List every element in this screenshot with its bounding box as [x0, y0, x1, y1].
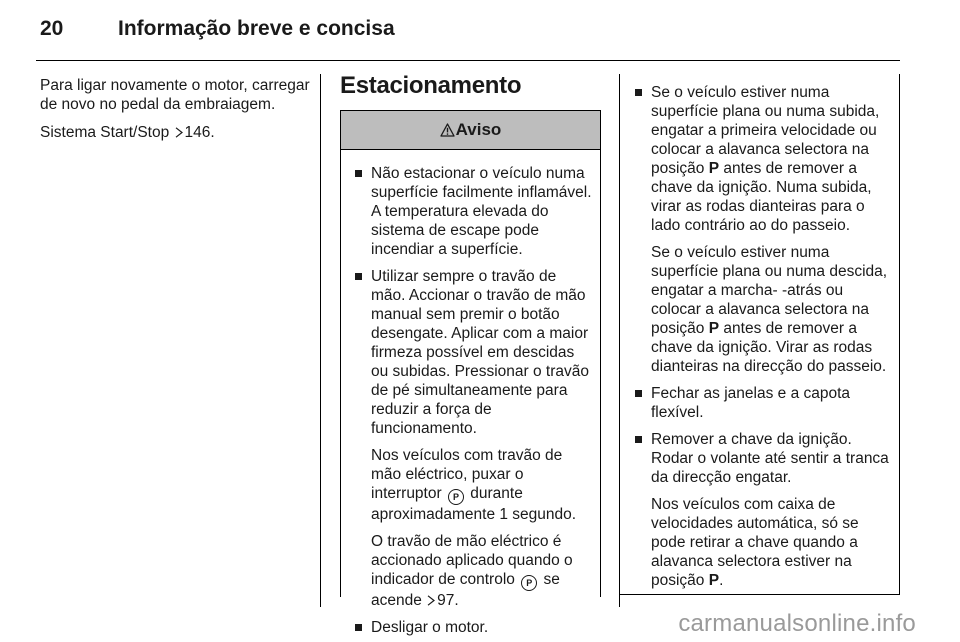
parking-brake-icon: P	[448, 489, 464, 505]
warning-header	[341, 111, 600, 150]
warning-box	[340, 110, 601, 636]
header-divider	[36, 60, 900, 61]
list-item	[634, 384, 891, 422]
bullet-square-icon	[355, 624, 362, 631]
list-item-text: Se o veículo estiver numa superfície plana ou numa subida, engatar a primeira velocidade ou colocar a alavanca selectora na posição	[651, 84, 880, 177]
subparagraph-text: .	[719, 572, 724, 589]
subparagraph-text: Nos veículos com travão de mão eléctrico, puxar o interruptor	[371, 447, 563, 502]
bullet-square-icon	[635, 390, 642, 397]
parking-brake-icon: P	[521, 575, 537, 591]
section-title: Estacionamento	[340, 72, 522, 99]
column-divider-1	[320, 74, 321, 607]
bullet-square-icon	[355, 170, 362, 177]
bullet-square-icon	[635, 436, 642, 443]
list-subparagraph	[354, 532, 592, 610]
page-title: Informação breve e concisa	[118, 17, 395, 40]
reference-text: Sistema Start/Stop	[40, 124, 170, 141]
list-item	[354, 618, 592, 637]
list-subparagraph	[634, 243, 891, 376]
page-reference-arrow-icon	[175, 127, 183, 138]
list-item	[634, 430, 891, 487]
subparagraph-text: Nos veículos com caixa de velocidades automática, só se pode retirar a chave quando a alavanca selectora estiver na posição	[651, 496, 859, 589]
list-subparagraph	[354, 446, 592, 524]
intro-column	[40, 76, 310, 151]
bullet-square-icon	[635, 89, 642, 96]
subparagraph-text: antes de remover a chave da ignição. Virar as rodas dianteiras na direcção do passeio.	[651, 320, 887, 375]
subparagraph-text: O travão de mão eléctrico é accionado aplicado quando o indicador de controlo	[371, 533, 573, 588]
page-reference-arrow-icon	[427, 595, 435, 606]
gear-position-label: P	[708, 160, 720, 177]
list-item	[354, 267, 592, 438]
subparagraph-text: se acende	[371, 571, 560, 609]
page-header	[0, 0, 960, 60]
list-item-text: Desligar o motor.	[371, 619, 489, 636]
list-item-text: Utilizar sempre o travão de mão. Accionar o travão de mão manual sem premir o botão desengate. Aplicar com a maior firmeza possível em descidas ou subidas. Pressionar o travão de pé simultaneamente para reduzir a força de funcionamento.	[371, 268, 589, 437]
cross-reference	[40, 123, 310, 142]
warning-triangle-icon	[440, 123, 455, 137]
gear-position-label: P	[708, 572, 720, 589]
subparagraph-text: Se o veículo estiver numa superfície plana ou numa descida, engatar a marcha- -atrás ou colocar a alavanca selectora na posição	[651, 244, 888, 337]
list-subparagraph	[634, 495, 891, 590]
warning-body-continued	[620, 74, 899, 590]
intro-paragraph: Para ligar novamente o motor, carregar de novo no pedal da embraiagem.	[40, 77, 310, 113]
reference-page[interactable]: 146.	[184, 124, 215, 141]
gear-position-label: P	[708, 320, 720, 337]
subparagraph-text: durante aproximadamente 1 segundo.	[371, 485, 577, 523]
page-number: 20	[40, 17, 64, 40]
list-item	[634, 83, 891, 235]
list-item-text: Remover a chave da ignição. Rodar o volante até sentir a tranca da direcção engatar.	[651, 431, 889, 486]
warning-box-continued	[620, 74, 900, 595]
warning-heading: Aviso	[455, 120, 502, 139]
list-item-text: Fechar as janelas e a capota flexível.	[651, 385, 851, 421]
bullet-square-icon	[355, 273, 362, 280]
watermark: carmanualsonline.info	[678, 610, 916, 637]
list-item-text: antes de remover a chave da ignição. Numa subida, virar as rodas dianteiras para o lado contrário ao do passeio.	[651, 160, 872, 234]
list-item	[354, 164, 592, 259]
list-item-text: Não estacionar o veículo numa superfície facilmente inflamável. A temperatura elevada do sistema de escape pode incendiar a superfície.	[371, 165, 592, 258]
reference-page[interactable]: 97.	[437, 592, 459, 609]
warning-body	[341, 150, 600, 637]
